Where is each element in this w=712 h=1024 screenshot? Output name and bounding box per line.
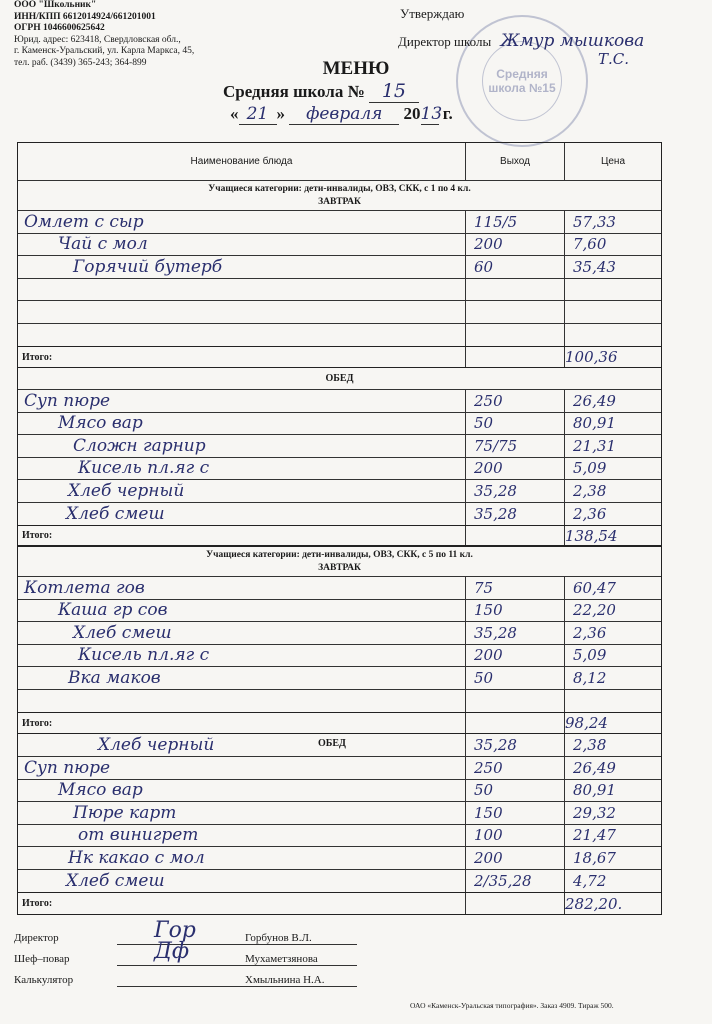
menu-title: МЕНЮ	[322, 58, 390, 79]
dish-output: 200	[466, 234, 565, 256]
dish-name: Суп пюре	[18, 390, 466, 412]
menu-item-row	[18, 577, 661, 600]
dish-name: Мясо вар	[18, 413, 466, 435]
date-month: февраля	[289, 104, 399, 125]
dish-output: 150	[466, 802, 565, 824]
dish-price	[565, 279, 661, 301]
total-output	[466, 713, 565, 733]
dish-name: Каша гр сов	[18, 600, 466, 622]
dish-price: 35,43	[573, 257, 616, 276]
menu-item-row	[18, 600, 661, 623]
menu-item-row	[18, 667, 661, 690]
group1-lunch-label: ОБЕД	[18, 368, 661, 390]
group2-lunch-header-row	[18, 734, 661, 757]
signature-row	[14, 939, 414, 973]
group1-breakfast-total-row	[18, 346, 661, 368]
menu-item-row	[18, 413, 661, 436]
dish-name: Омлет с сыр	[18, 211, 466, 233]
dish-price: 80,91	[573, 414, 616, 433]
dish-name: Хлеб черный	[18, 480, 466, 502]
signature-row	[14, 918, 414, 952]
dish-price: 18,67	[573, 848, 616, 867]
date-year-prefix: 20	[403, 104, 421, 123]
dish-price: 5,09	[573, 459, 607, 478]
director-signature: Жмур мышкова	[500, 31, 645, 51]
dish-name: Горячий бутерб	[18, 256, 466, 278]
dish-output: 50	[466, 667, 565, 689]
dish-price: 29,32	[573, 803, 616, 822]
dish-name	[18, 324, 466, 347]
dish-price	[565, 324, 661, 347]
org-address-2: г. Каменск-Уральский, ул. Карла Маркса, 45,	[14, 46, 195, 56]
group2-breakfast-list	[18, 577, 661, 712]
dish-name: Мясо вар	[18, 780, 466, 802]
dish-name: Пюре карт	[18, 802, 466, 824]
director-initials: Т.С.	[598, 50, 630, 68]
total-output	[466, 893, 565, 914]
stamp-text: Средняя школа №15	[488, 67, 556, 95]
dish-price: 5,09	[573, 646, 607, 665]
col-price-header: Цена	[600, 156, 626, 167]
dish-price: 22,20	[573, 601, 616, 620]
signature-handwriting: Дф	[154, 939, 190, 964]
dish-price: 7,60	[573, 235, 607, 254]
date-quote-close: »	[276, 104, 285, 123]
dish-price: 80,91	[573, 781, 616, 800]
group2-section	[18, 547, 661, 577]
menu-item-row	[18, 690, 661, 713]
school-line	[223, 80, 419, 103]
dish-name: Кисель пл.яг с	[18, 645, 466, 667]
school-label: Средняя школа №	[223, 82, 365, 101]
printer-footer: ОАО «Каменск-Уральская типография». Заказ 4909. Тираж 500.	[410, 1001, 614, 1010]
group2-category: Учащиеся категории: дети-инвалиды, ОВЗ, СКК, с 5 по 11 кл.	[206, 550, 473, 560]
dish-price	[565, 301, 661, 323]
dish-output: 75	[466, 577, 565, 599]
dish-output: 50	[466, 413, 565, 435]
dish-name: Чай с мол	[18, 234, 466, 256]
menu-item-row	[18, 324, 661, 347]
group1-lunch-list	[18, 390, 661, 525]
lunch-extra-name	[18, 734, 466, 756]
dish-output: 200	[466, 458, 565, 480]
menu-item-row	[18, 256, 661, 279]
menu-item-row	[18, 825, 661, 848]
signature-role: Директор	[14, 932, 59, 944]
dish-name: Сложн гарнир	[18, 435, 466, 457]
menu-item-row	[18, 503, 661, 526]
dish-output: 60	[466, 256, 565, 278]
dish-name: Вка маков	[18, 667, 466, 689]
dish-name: Хлеб смеш	[18, 622, 466, 644]
date-year-end: г.	[442, 104, 453, 123]
total-value: 100,36	[565, 348, 618, 366]
menu-item-row	[18, 480, 661, 503]
dish-output: 50	[466, 780, 565, 802]
menu-item-row	[18, 757, 661, 780]
dish-price: 4,72	[573, 871, 607, 890]
approve-label: Утверждаю	[400, 6, 465, 21]
dish-output: 250	[466, 757, 565, 779]
dish-output: 200	[466, 645, 565, 667]
org-inn: ИНН/КПП 6612014924/661201001	[14, 11, 156, 22]
school-number: 15	[369, 80, 419, 103]
group2-breakfast-total-row	[18, 712, 661, 734]
menu-item-row	[18, 211, 661, 234]
menu-item-row	[18, 279, 661, 302]
dish-name: Нк какао с мол	[18, 847, 466, 869]
dish-price: 21,47	[573, 826, 616, 845]
total-label: Итого:	[18, 347, 466, 367]
group2-breakfast-label: ЗАВТРАК	[318, 563, 361, 573]
signature-name: Горбунов В.Л.	[245, 932, 312, 944]
dish-output: 115/5	[466, 211, 565, 233]
director-label: Директор школы	[398, 34, 492, 49]
dish-output: 200	[466, 847, 565, 869]
dish-name	[18, 690, 466, 713]
menu-item-row	[18, 301, 661, 324]
signature-row	[14, 974, 414, 994]
signature-handwriting: Гор	[154, 918, 196, 943]
group1-breakfast-list	[18, 211, 661, 346]
dish-name: Кисель пл.яг с	[18, 458, 466, 480]
signature-role: Калькулятор	[14, 974, 74, 986]
menu-item-row	[18, 802, 661, 825]
menu-table	[17, 142, 662, 915]
org-ogrn: ОГРН 1046600625642	[14, 23, 105, 33]
signature-line	[117, 944, 357, 945]
dish-output: 35,28	[466, 480, 565, 502]
org-address-1: Юрид. адрес: 623418, Свердловская обл.,	[14, 34, 181, 45]
dish-name: Суп пюре	[18, 757, 466, 779]
group1-breakfast-label: ЗАВТРАК	[318, 197, 361, 207]
total-value: 138,54	[565, 526, 618, 545]
menu-date	[230, 104, 453, 125]
dish-output	[466, 279, 565, 301]
dish-output: 100	[466, 825, 565, 847]
group2-lunch-label: ОБЕД	[318, 738, 346, 749]
group2-lunch-total-row	[18, 892, 661, 914]
dish-output	[466, 690, 565, 713]
signature-line	[117, 986, 357, 987]
lunch-extra-output: 35,28	[466, 734, 565, 756]
group1-section	[18, 181, 661, 211]
dish-output	[466, 301, 565, 323]
dish-output: 35,28	[466, 503, 565, 526]
dish-price: 60,47	[573, 578, 616, 597]
total-label: Итого:	[18, 893, 466, 914]
menu-item-row	[18, 645, 661, 668]
date-day: 21	[239, 104, 277, 125]
col-name-header: Наименование блюда	[18, 143, 466, 180]
menu-item-row	[18, 458, 661, 481]
group1-category: Учащиеся категории: дети-инвалиды, ОВЗ, СКК, с 1 по 4 кл.	[208, 184, 471, 194]
dish-name	[18, 301, 466, 323]
dish-name: Хлеб смеш	[18, 870, 466, 893]
org-phone: тел. раб. (3439) 365-243; 364-899	[14, 57, 147, 68]
dish-output: 150	[466, 600, 565, 622]
total-output	[466, 347, 565, 367]
menu-item-row	[18, 622, 661, 645]
dish-price	[565, 690, 661, 713]
dish-price: 26,49	[573, 391, 616, 410]
table-header	[18, 143, 661, 181]
total-value: 98,24	[565, 714, 608, 732]
date-year-suffix: 13	[420, 104, 443, 124]
group1-lunch-total-row	[18, 525, 661, 547]
col-output-header: Выход	[466, 143, 565, 180]
dish-output	[466, 324, 565, 347]
signature-name: Мухаметзянова	[245, 953, 318, 965]
menu-item-row	[18, 234, 661, 257]
dish-output: 75/75	[466, 435, 565, 457]
director-approval	[398, 31, 644, 51]
signature-role: Шеф–повар	[14, 953, 70, 965]
lunch-extra-price: 2,38	[573, 736, 607, 754]
menu-item-row	[18, 847, 661, 870]
total-label: Итого:	[18, 713, 466, 733]
org-name: ООО "Школьник"	[14, 0, 97, 10]
dish-name: Хлеб смеш	[18, 503, 466, 526]
group2-lunch-list	[18, 757, 661, 892]
dish-output: 2/35,28	[466, 870, 565, 893]
signature-line	[117, 965, 357, 966]
dish-name	[18, 279, 466, 301]
lunch-extra-name-text: Хлеб черный	[98, 735, 215, 755]
dish-price: 21,31	[573, 436, 616, 455]
total-output	[466, 526, 565, 545]
menu-item-row	[18, 435, 661, 458]
dish-price: 2,36	[573, 504, 607, 523]
dish-output: 250	[466, 390, 565, 412]
menu-item-row	[18, 870, 661, 893]
menu-item-row	[18, 390, 661, 413]
dish-price: 2,36	[573, 623, 607, 642]
dish-output: 35,28	[466, 622, 565, 644]
dish-price: 8,12	[573, 668, 607, 687]
signature-name: Хмыльнина Н.А.	[245, 974, 325, 986]
dish-price: 57,33	[573, 212, 616, 231]
dish-name: Котлета гов	[18, 577, 466, 599]
date-quote-open: «	[230, 104, 239, 123]
total-label: Итого:	[18, 526, 466, 545]
dish-price: 2,38	[573, 481, 607, 500]
menu-item-row	[18, 780, 661, 803]
dish-price: 26,49	[573, 758, 616, 777]
dish-name: от винигрет	[18, 825, 466, 847]
total-value: 282,20.	[565, 894, 623, 913]
